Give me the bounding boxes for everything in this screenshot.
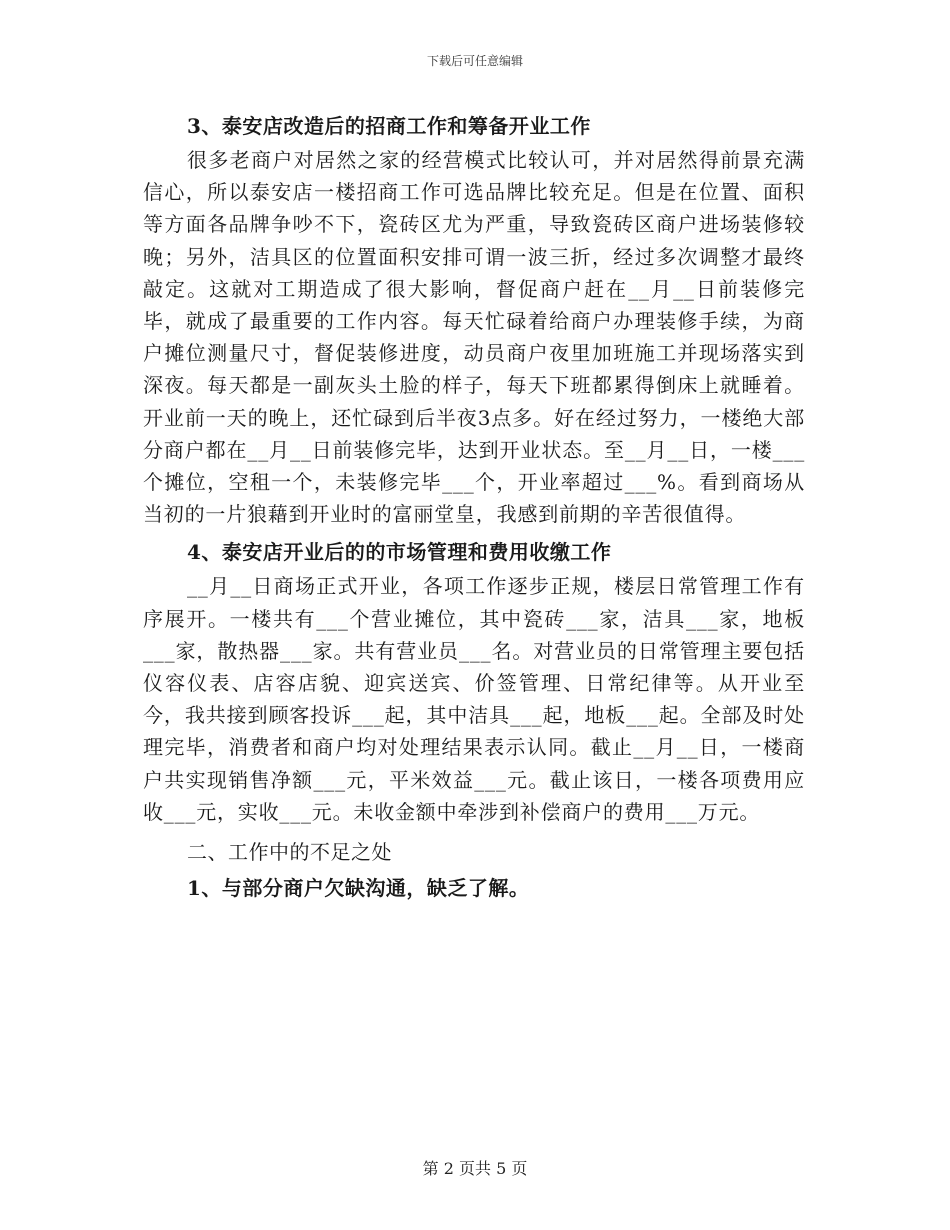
heading-4-market-management: 4、泰安店开业后的的市场管理和费用收缴工作 [187,540,612,565]
document-body [143,108,805,906]
page-header: 下载后可任意编辑 [426,54,523,68]
heading-3-tai-an-leasing: 3、泰安店改造后的招商工作和筹备开业工作 [187,114,591,138]
section-title-shortcomings: 二、工作中的不足之处 [187,840,392,865]
paragraph-market-management: __月__日商场正式开业，各项工作逐步正规，楼层日常管理工作有序展开。一楼共有___个营业摊位，其中瓷砖___家，洁具___家，地板___家，散热器___家。共有营业员___名。对营业员的日常管理主要包括仪容仪表、店容店貌、迎宾送宾、价签管理、日常纪律等。从开业至今，我共接到顾客投诉___起，其中洁具___起，地板___起。全部及时处理完毕，消费者和商户均对处理结果表示认同。截止__月__日，一楼商户共实现销售净额___元，平米效益___元。截止该日，一楼各项费用应收___元，实收___元。未收金额中牵涉到补偿商户的费用___万元。 [143,574,805,824]
heading-1-communication: 1、与部分商户欠缺沟通，缺乏了解。 [187,876,530,901]
paragraph-leasing-preparation: 很多老商户对居然之家的经营模式比较认可，并对居然得前景充满信心，所以泰安店一楼招商工作可选品牌比较充足。但是在位置、面积等方面各品牌争吵不下，瓷砖区尤为严重，导致瓷砖区商户进场装修较晚；另外，洁具区的位置面积安排可谓一波三折，经过多次调整才最终敲定。这就对工期造成了很大影响，督促商户赶在__月__日前装修完毕，就成了最重要的工作内容。每天忙碌着给商户办理装修手续，为商户摊位测量尺寸，督促装修进度，动员商户夜里加班施工并现场落实到深夜。每天都是一副灰头土脸的样子，每天下班都累得倒床上就睡着。开业前一天的晚上，还忙碌到后半夜3点多。好在经过努力，一楼绝大部分商户都在__月__日前装修完毕，达到开业状态。至__月__日，一楼___个摊位，空租一个，未装修完毕___个，开业率超过___%。看到商场从当初的一片狼藉到开业时的富丽堂皇，我感到前期的辛苦很值得。 [143,148,805,527]
page-footer: 第 2 页共 5 页 [422,1159,528,1178]
